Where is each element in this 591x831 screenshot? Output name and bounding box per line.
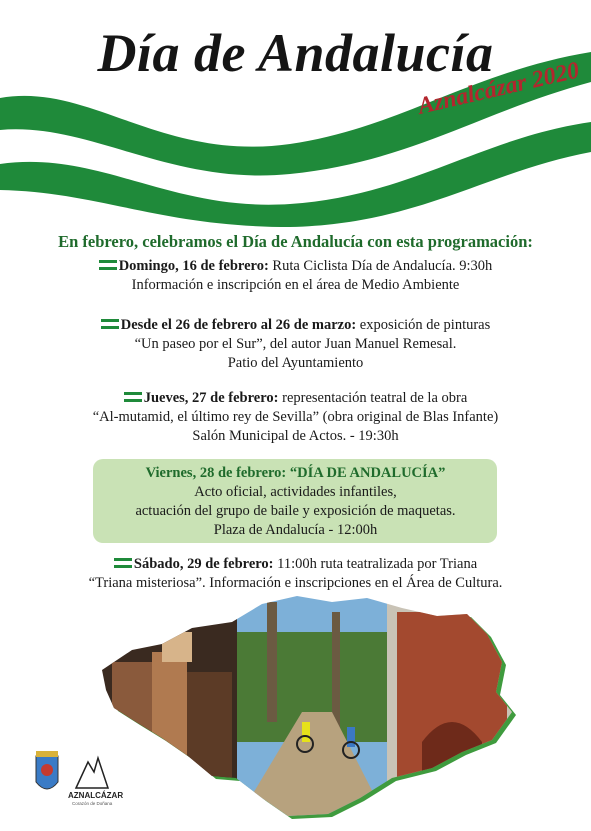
- event-friday: [0, 464, 591, 540]
- intro-text: En febrero, celebramos el Día de Andalucía con esta programación:: [58, 232, 533, 251]
- town-logo-icon: [68, 758, 123, 806]
- event-saturday: [0, 555, 591, 593]
- logo-text: AZNALCÁZAR: [68, 791, 124, 800]
- event-date: Sábado, 29 de febrero:: [133, 556, 274, 572]
- andalusian-flag-icon: [101, 319, 119, 329]
- event-location: Salón Municipal de Actos. - 19:30h: [192, 428, 399, 444]
- event-detail: Información e inscripción en el área de Medio Ambiente: [131, 277, 460, 293]
- event-sunday: [0, 257, 591, 295]
- event-desc: 11:00h ruta teatralizada por Triana: [273, 556, 478, 572]
- event-location: Plaza de Andalucía - 12:00h: [213, 522, 378, 538]
- event-desc: representación teatral de la obra: [278, 390, 468, 406]
- event-date: Domingo, 16 de febrero:: [118, 258, 269, 274]
- logo-subtext: Corazón de Doñana: [72, 801, 113, 806]
- andalusian-flag-icon: [124, 392, 142, 402]
- event-date: Viernes, 28 de febrero: “DÍA DE ANDALUCÍA”: [145, 465, 446, 481]
- poster-title: Día de Andalucía: [97, 23, 494, 83]
- andalusian-flag-icon: [114, 558, 132, 568]
- andalusian-flag-icon: [0, 52, 591, 227]
- event-date: Desde el 26 de febrero al 26 de marzo:: [120, 317, 357, 333]
- event-detail: “Al-mutamid, el último rey de Sevilla” (obra original de Blas Infante): [92, 409, 499, 425]
- event-detail: Acto oficial, actividades infantiles,: [194, 484, 397, 500]
- event-detail: “Un paseo por el Sur”, del autor Juan Manuel Remesal.: [134, 336, 457, 352]
- event-location: Patio del Ayuntamiento: [227, 355, 364, 371]
- coat-of-arms-icon: [36, 751, 58, 789]
- event-thursday: [0, 389, 591, 446]
- event-date: Jueves, 27 de febrero:: [143, 390, 279, 406]
- event-desc: exposición de pinturas: [356, 317, 491, 333]
- event-detail: actuación del grupo de baile y exposición de maquetas.: [135, 503, 456, 519]
- town-year-text: Aznalcázar 2020: [415, 57, 582, 120]
- logos: [28, 748, 158, 808]
- event-exhibition: [0, 316, 591, 373]
- event-detail: “Triana misteriosa”. Información e inscripciones en el Área de Cultura.: [88, 575, 503, 591]
- event-desc: Ruta Ciclista Día de Andalucía. 9:30h: [268, 258, 493, 274]
- andalusian-flag-icon: [99, 260, 117, 270]
